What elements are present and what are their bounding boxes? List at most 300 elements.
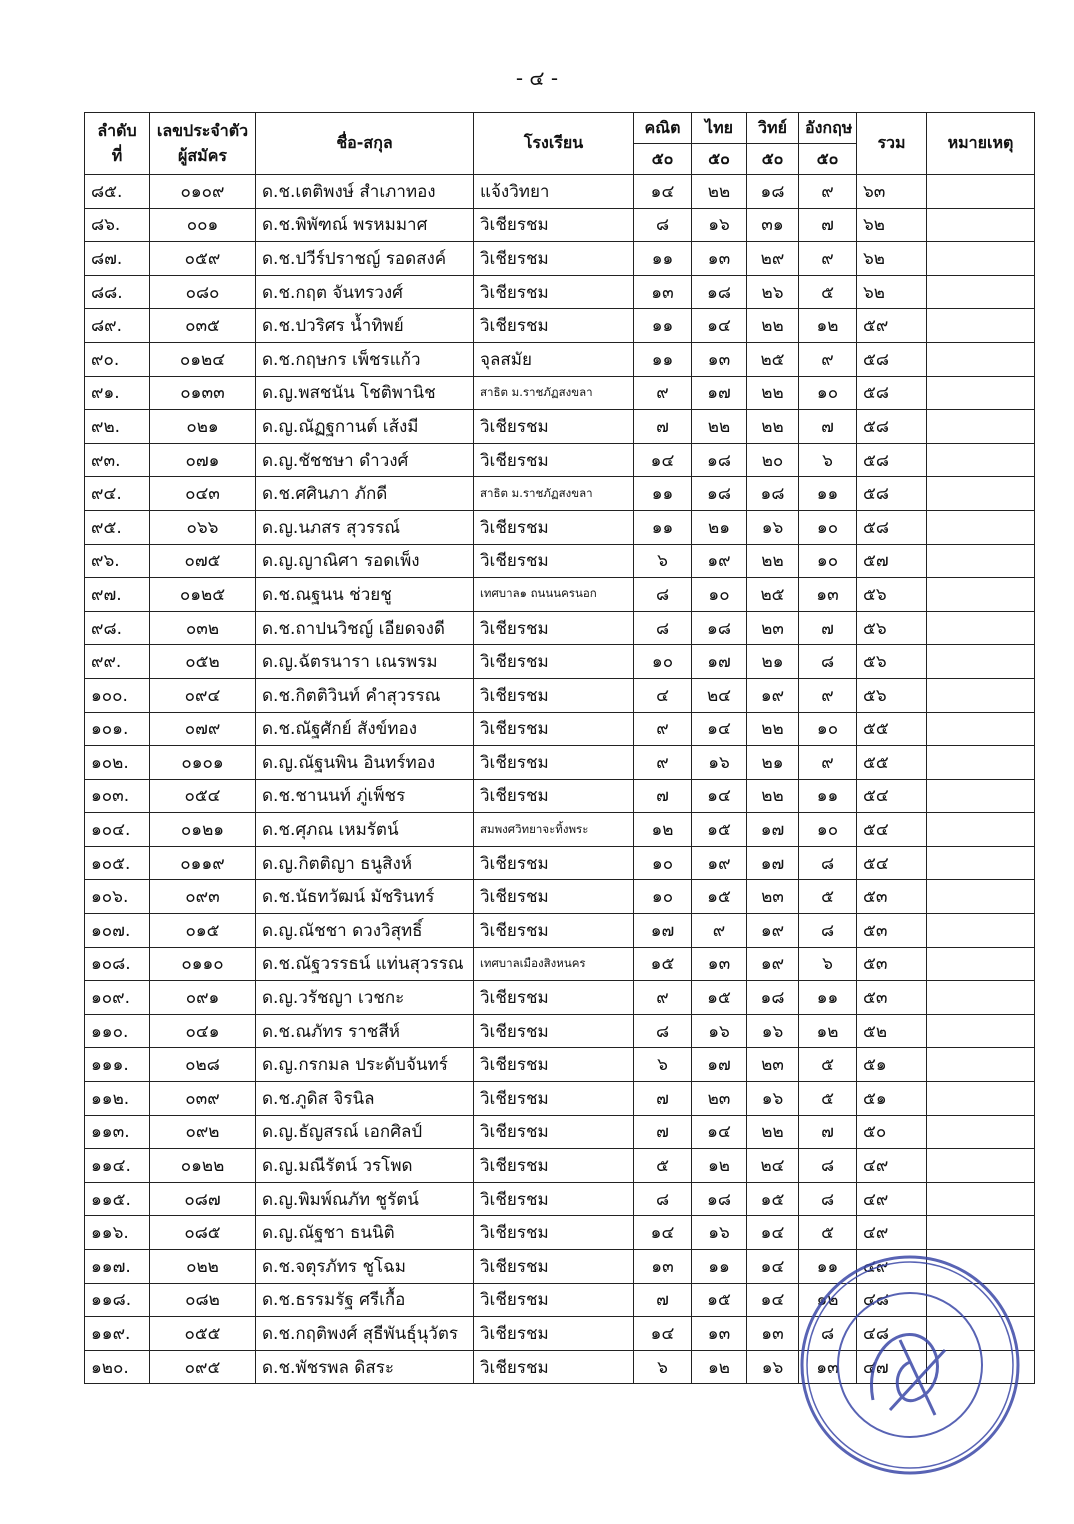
thai-score: ๑๘ (692, 1182, 747, 1216)
row-number: ๙๐. (85, 342, 150, 376)
science-score: ๑๔ (747, 1216, 799, 1250)
applicant-id: ๐๑๐๑ (150, 746, 256, 780)
row-number: ๙๖. (85, 544, 150, 578)
thai-score: ๒๔ (692, 678, 747, 712)
row-number: ๑๑๙. (85, 1317, 150, 1351)
school-name: วิเชียรชม (474, 846, 634, 880)
total-score: ๔๙ (857, 1250, 927, 1284)
english-score: ๑๐ (799, 376, 857, 410)
thai-score: ๑๗ (692, 376, 747, 410)
math-score: ๖ (634, 544, 692, 578)
student-name: ด.ช.ณัฐศักย์ สังข์ทอง (256, 712, 474, 746)
header-total: รวม (857, 113, 927, 175)
math-score: ๑๐ (634, 846, 692, 880)
student-name: ด.ญ.ญาณิศา รอดเพ็ง (256, 544, 474, 578)
table-row (85, 544, 1035, 578)
total-score: ๕๕ (857, 712, 927, 746)
math-score: ๙ (634, 746, 692, 780)
table-row (85, 510, 1035, 544)
applicant-id: ๐๔๑ (150, 1014, 256, 1048)
row-number: ๘๖. (85, 208, 150, 242)
thai-score: ๑๓ (692, 242, 747, 276)
header-school: โรงเรียน (474, 113, 634, 175)
school-name: วิเชียรชม (474, 1115, 634, 1149)
remark-cell (927, 611, 1035, 645)
page-number: - ๔ - (515, 66, 559, 90)
total-score: ๖๓ (857, 175, 927, 209)
row-number: ๙๙. (85, 645, 150, 679)
table-row (85, 712, 1035, 746)
applicant-id: ๐๑๒๑ (150, 813, 256, 847)
science-score: ๑๙ (747, 914, 799, 948)
applicant-id: ๐๗๙ (150, 712, 256, 746)
remark-cell (927, 1182, 1035, 1216)
science-score: ๑๙ (747, 678, 799, 712)
total-score: ๕๓ (857, 914, 927, 948)
row-number: ๙๗. (85, 578, 150, 612)
total-score: ๖๒ (857, 208, 927, 242)
header-science: วิทย์ (747, 113, 799, 144)
student-name: ด.ญ.กรกมล ประดับจันทร์ (256, 1048, 474, 1082)
science-score: ๑๘ (747, 477, 799, 511)
thai-score: ๑๖ (692, 208, 747, 242)
remark-cell (927, 544, 1035, 578)
math-score: ๑๔ (634, 1317, 692, 1351)
table-row (85, 947, 1035, 981)
table-row (85, 376, 1035, 410)
english-score: ๑๒ (799, 1283, 857, 1317)
math-score: ๘ (634, 1182, 692, 1216)
student-name: ด.ญ.ณัชชา ดวงวิสุทธิ์ (256, 914, 474, 948)
math-score: ๗ (634, 1082, 692, 1116)
science-score: ๒๒ (747, 712, 799, 746)
school-name: วิเชียรชม (474, 779, 634, 813)
table-row (85, 779, 1035, 813)
remark-cell (927, 175, 1035, 209)
english-score: ๖ (799, 947, 857, 981)
science-score: ๒๓ (747, 1048, 799, 1082)
science-score: ๒๒ (747, 544, 799, 578)
english-score: ๑๑ (799, 1250, 857, 1284)
total-score: ๔๙ (857, 1149, 927, 1183)
english-score: ๕ (799, 275, 857, 309)
row-number: ๑๐๓. (85, 779, 150, 813)
school-name: วิเชียรชม (474, 712, 634, 746)
student-name: ด.ญ.ณัฐชา ธนนิติ (256, 1216, 474, 1250)
science-score: ๒๒ (747, 1115, 799, 1149)
math-score: ๗ (634, 1115, 692, 1149)
math-score: ๑๔ (634, 1216, 692, 1250)
total-score: ๕๑ (857, 1082, 927, 1116)
total-score: ๕๘ (857, 410, 927, 444)
student-name: ด.ญ.ณัฏฐกานต์ เส้งมี (256, 410, 474, 444)
science-score: ๒๑ (747, 645, 799, 679)
english-score: ๗ (799, 1115, 857, 1149)
school-name: วิเชียรชม (474, 1014, 634, 1048)
total-score: ๕๔ (857, 813, 927, 847)
row-number: ๙๑. (85, 376, 150, 410)
thai-score: ๙ (692, 914, 747, 948)
row-number: ๑๒๐. (85, 1350, 150, 1384)
remark-cell (927, 376, 1035, 410)
applicant-id: ๐๑๐๙ (150, 175, 256, 209)
english-score: ๗ (799, 611, 857, 645)
math-score: ๑๐ (634, 645, 692, 679)
remark-cell (927, 981, 1035, 1015)
applicant-id: ๐๑๒๕ (150, 578, 256, 612)
student-name: ด.ญ.ฉัตรนารา เณรพรม (256, 645, 474, 679)
remark-cell (927, 947, 1035, 981)
header-remark: หมายเหตุ (927, 113, 1035, 175)
header-english-full: ๕๐ (799, 144, 857, 175)
school-name: เทศบาล๑ ถนนนครนอก (474, 578, 634, 612)
row-number: ๑๑๗. (85, 1250, 150, 1284)
applicant-id: ๐๕๔ (150, 779, 256, 813)
total-score: ๔๘ (857, 1283, 927, 1317)
school-name: วิเชียรชม (474, 1048, 634, 1082)
math-score: ๑๑ (634, 477, 692, 511)
row-number: ๙๕. (85, 510, 150, 544)
applicant-id: ๐๑๒๔ (150, 342, 256, 376)
total-score: ๔๘ (857, 1317, 927, 1351)
thai-score: ๑๒ (692, 1149, 747, 1183)
english-score: ๙ (799, 342, 857, 376)
table-row (85, 175, 1035, 209)
student-name: ด.ช.ปวริศร น้ำทิพย์ (256, 309, 474, 343)
english-score: ๘ (799, 1182, 857, 1216)
remark-cell (927, 1149, 1035, 1183)
science-score: ๒๒ (747, 779, 799, 813)
math-score: ๗ (634, 410, 692, 444)
math-score: ๑๓ (634, 1250, 692, 1284)
school-name: วิเชียรชม (474, 544, 634, 578)
thai-score: ๑๖ (692, 1216, 747, 1250)
applicant-id: ๐๓๕ (150, 309, 256, 343)
english-score: ๑๑ (799, 981, 857, 1015)
school-name: วิเชียรชม (474, 443, 634, 477)
total-score: ๖๒ (857, 242, 927, 276)
thai-score: ๑๕ (692, 981, 747, 1015)
math-score: ๔ (634, 678, 692, 712)
total-score: ๔๙ (857, 1216, 927, 1250)
school-name: วิเชียรชม (474, 1149, 634, 1183)
math-score: ๘ (634, 208, 692, 242)
remark-cell (927, 477, 1035, 511)
student-name: ด.ช.จตุรภัทร ชูโฉม (256, 1250, 474, 1284)
science-score: ๑๗ (747, 813, 799, 847)
applicant-id: ๐๑๑๙ (150, 846, 256, 880)
science-score: ๑๖ (747, 510, 799, 544)
row-number: ๑๐๐. (85, 678, 150, 712)
student-name: ด.ญ.พสชนัน โชติพานิช (256, 376, 474, 410)
row-number: ๑๑๕. (85, 1182, 150, 1216)
table-row (85, 1149, 1035, 1183)
remark-cell (927, 880, 1035, 914)
table-row (85, 645, 1035, 679)
table-row (85, 981, 1035, 1015)
thai-score: ๑๓ (692, 1317, 747, 1351)
english-score: ๑๐ (799, 544, 857, 578)
thai-score: ๑๘ (692, 611, 747, 645)
student-name: ด.ช.กิตติวินท์ คำสุวรรณ (256, 678, 474, 712)
total-score: ๕๘ (857, 342, 927, 376)
thai-score: ๑๗ (692, 1048, 747, 1082)
science-score: ๒๕ (747, 342, 799, 376)
table-row (85, 746, 1035, 780)
applicant-id: ๐๕๙ (150, 242, 256, 276)
thai-score: ๑๓ (692, 947, 747, 981)
results-table (84, 112, 1035, 1384)
science-score: ๒๒ (747, 410, 799, 444)
row-number: ๑๐๒. (85, 746, 150, 780)
remark-cell (927, 846, 1035, 880)
english-score: ๗ (799, 410, 857, 444)
math-score: ๖ (634, 1048, 692, 1082)
total-score: ๕๑ (857, 1048, 927, 1082)
thai-score: ๒๒ (692, 175, 747, 209)
remark-cell (927, 1014, 1035, 1048)
row-number: ๑๐๗. (85, 914, 150, 948)
science-score: ๑๔ (747, 1250, 799, 1284)
thai-score: ๑๖ (692, 1014, 747, 1048)
math-score: ๙ (634, 712, 692, 746)
thai-score: ๑๖ (692, 746, 747, 780)
total-score: ๕๘ (857, 376, 927, 410)
science-score: ๑๕ (747, 1182, 799, 1216)
row-number: ๑๐๕. (85, 846, 150, 880)
thai-score: ๑๕ (692, 1283, 747, 1317)
total-score: ๕๘ (857, 477, 927, 511)
student-name: ด.ช.ณัฐวรรธน์ แท่นสุวรรณ (256, 947, 474, 981)
applicant-id: ๐๘๒ (150, 1283, 256, 1317)
student-name: ด.ญ.ณัฐนพิน อินทร์ทอง (256, 746, 474, 780)
thai-score: ๑๘ (692, 275, 747, 309)
school-name: วิเชียรชม (474, 208, 634, 242)
english-score: ๕ (799, 1082, 857, 1116)
science-score: ๑๘ (747, 981, 799, 1015)
math-score: ๙ (634, 981, 692, 1015)
school-name: เทศบาลเมืองสิงหนคร (474, 947, 634, 981)
remark-cell (927, 275, 1035, 309)
row-number: ๑๐๖. (85, 880, 150, 914)
math-score: ๑๑ (634, 342, 692, 376)
total-score: ๕๗ (857, 544, 927, 578)
header-math: คณิต (634, 113, 692, 144)
math-score: ๕ (634, 1149, 692, 1183)
school-name: วิเชียรชม (474, 746, 634, 780)
thai-score: ๑๘ (692, 443, 747, 477)
row-number: ๙๘. (85, 611, 150, 645)
school-name: วิเชียรชม (474, 242, 634, 276)
total-score: ๕๕ (857, 746, 927, 780)
student-name: ด.ช.เตติพงษ์ สำเภาทอง (256, 175, 474, 209)
english-score: ๑๒ (799, 1014, 857, 1048)
applicant-id: ๐๓๙ (150, 1082, 256, 1116)
table-row (85, 880, 1035, 914)
total-score: ๕๔ (857, 846, 927, 880)
science-score: ๒๙ (747, 242, 799, 276)
table-row (85, 1182, 1035, 1216)
english-score: ๙ (799, 175, 857, 209)
table-row (85, 342, 1035, 376)
student-name: ด.ช.นัธทวัฒน์ มัชรินทร์ (256, 880, 474, 914)
total-score: ๕๙ (857, 309, 927, 343)
student-name: ด.ญ.พิมพ์ณภัท ชูรัตน์ (256, 1182, 474, 1216)
thai-score: ๒๑ (692, 510, 747, 544)
student-name: ด.ช.ศศินภา ภักดี (256, 477, 474, 511)
school-name: วิเชียรชม (474, 611, 634, 645)
math-score: ๑๑ (634, 242, 692, 276)
english-score: ๑๒ (799, 309, 857, 343)
row-number: ๑๐๙. (85, 981, 150, 1015)
school-name: สมพงศวิทยาจะทิ้งพระ (474, 813, 634, 847)
table-row (85, 578, 1035, 612)
school-name: วิเชียรชม (474, 410, 634, 444)
table-row (85, 813, 1035, 847)
remark-cell (927, 1216, 1035, 1250)
school-name: วิเชียรชม (474, 1283, 634, 1317)
applicant-id: ๐๙๔ (150, 678, 256, 712)
total-score: ๖๒ (857, 275, 927, 309)
school-name: สาธิต ม.ราชภัฏสงขลา (474, 376, 634, 410)
remark-cell (927, 914, 1035, 948)
remark-cell (927, 678, 1035, 712)
applicant-id: ๐๕๕ (150, 1317, 256, 1351)
student-name: ด.ญ.วรัชญา เวชกะ (256, 981, 474, 1015)
school-name: จุลสมัย (474, 342, 634, 376)
math-score: ๑๑ (634, 510, 692, 544)
remark-cell (927, 410, 1035, 444)
student-name: ด.ช.พิพัฑณ์ พรหมมาศ (256, 208, 474, 242)
science-score: ๒๖ (747, 275, 799, 309)
math-score: ๑๗ (634, 914, 692, 948)
school-name: วิเชียรชม (474, 1082, 634, 1116)
thai-score: ๑๘ (692, 477, 747, 511)
school-name: สาธิต ม.ราชภัฏสงขลา (474, 477, 634, 511)
applicant-id: ๐๗๕ (150, 544, 256, 578)
english-score: ๑๐ (799, 813, 857, 847)
header-no: ลำดับ ที่ (85, 113, 150, 175)
thai-score: ๑๕ (692, 813, 747, 847)
math-score: ๘ (634, 611, 692, 645)
remark-cell (927, 779, 1035, 813)
total-score: ๕๒ (857, 1014, 927, 1048)
remark-cell (927, 443, 1035, 477)
math-score: ๗ (634, 1283, 692, 1317)
school-name: วิเชียรชม (474, 1317, 634, 1351)
applicant-id: ๐๑๕ (150, 914, 256, 948)
table-row (85, 1216, 1035, 1250)
thai-score: ๑๔ (692, 309, 747, 343)
student-name: ด.ช.ชานนท์ ภู่เพ็ชร (256, 779, 474, 813)
table-row (85, 846, 1035, 880)
applicant-id: ๐๔๓ (150, 477, 256, 511)
science-score: ๑๓ (747, 1317, 799, 1351)
table-row (85, 275, 1035, 309)
header-science-full: ๕๐ (747, 144, 799, 175)
row-number: ๙๒. (85, 410, 150, 444)
row-number: ๑๑๒. (85, 1082, 150, 1116)
header-applicant-id: เลขประจำตัว ผู้สมัคร (150, 113, 256, 175)
student-name: ด.ช.กฤติพงศ์ สุธีพันธุ์นุวัตร (256, 1317, 474, 1351)
table-row (85, 678, 1035, 712)
table-row (85, 611, 1035, 645)
row-number: ๑๑๑. (85, 1048, 150, 1082)
table-row (85, 242, 1035, 276)
table-row (85, 309, 1035, 343)
remark-cell (927, 746, 1035, 780)
row-number: ๘๗. (85, 242, 150, 276)
header-name: ชื่อ-สกุล (256, 113, 474, 175)
applicant-id: ๐๘๐ (150, 275, 256, 309)
applicant-id: ๐๙๑ (150, 981, 256, 1015)
english-score: ๑๑ (799, 477, 857, 511)
remark-cell (927, 813, 1035, 847)
math-score: ๑๑ (634, 309, 692, 343)
total-score: ๔๗ (857, 1350, 927, 1384)
applicant-id: ๐๒๒ (150, 1250, 256, 1284)
thai-score: ๑๔ (692, 1115, 747, 1149)
thai-score: ๑๔ (692, 779, 747, 813)
thai-score: ๑๓ (692, 342, 747, 376)
applicant-id: ๐๘๗ (150, 1182, 256, 1216)
student-name: ด.ช.ศุภณ เหมรัตน์ (256, 813, 474, 847)
thai-score: ๑๕ (692, 880, 747, 914)
math-score: ๖ (634, 1350, 692, 1384)
header-thai: ไทย (692, 113, 747, 144)
total-score: ๔๙ (857, 1182, 927, 1216)
english-score: ๑๓ (799, 578, 857, 612)
applicant-id: ๐๒๑ (150, 410, 256, 444)
science-score: ๒๕ (747, 578, 799, 612)
applicant-id: ๐๗๑ (150, 443, 256, 477)
english-score: ๖ (799, 443, 857, 477)
student-name: ด.ญ.มณีรัตน์ วรโพด (256, 1149, 474, 1183)
thai-score: ๑๗ (692, 645, 747, 679)
science-score: ๑๙ (747, 947, 799, 981)
science-score: ๒๑ (747, 746, 799, 780)
english-score: ๑๑ (799, 779, 857, 813)
school-name: วิเชียรชม (474, 645, 634, 679)
school-name: วิเชียรชม (474, 1182, 634, 1216)
student-name: ด.ช.ธรรมรัฐ ศรีเกื้อ (256, 1283, 474, 1317)
science-score: ๒๒ (747, 376, 799, 410)
remark-cell (927, 309, 1035, 343)
remark-cell (927, 342, 1035, 376)
english-score: ๘ (799, 914, 857, 948)
english-score: ๑๐ (799, 510, 857, 544)
row-number: ๘๙. (85, 309, 150, 343)
english-score: ๑๐ (799, 712, 857, 746)
school-name: แจ้งวิทยา (474, 175, 634, 209)
remark-cell (927, 645, 1035, 679)
header-thai-full: ๕๐ (692, 144, 747, 175)
english-score: ๙ (799, 678, 857, 712)
science-score: ๑๖ (747, 1350, 799, 1384)
science-score: ๑๖ (747, 1014, 799, 1048)
total-score: ๕๖ (857, 645, 927, 679)
thai-score: ๑๙ (692, 544, 747, 578)
english-score: ๘ (799, 1317, 857, 1351)
school-name: วิเชียรชม (474, 275, 634, 309)
total-score: ๕๓ (857, 947, 927, 981)
school-name: วิเชียรชม (474, 914, 634, 948)
applicant-id: ๐๙๓ (150, 880, 256, 914)
table-row (85, 410, 1035, 444)
english-score: ๘ (799, 846, 857, 880)
science-score: ๒๔ (747, 1149, 799, 1183)
math-score: ๗ (634, 779, 692, 813)
